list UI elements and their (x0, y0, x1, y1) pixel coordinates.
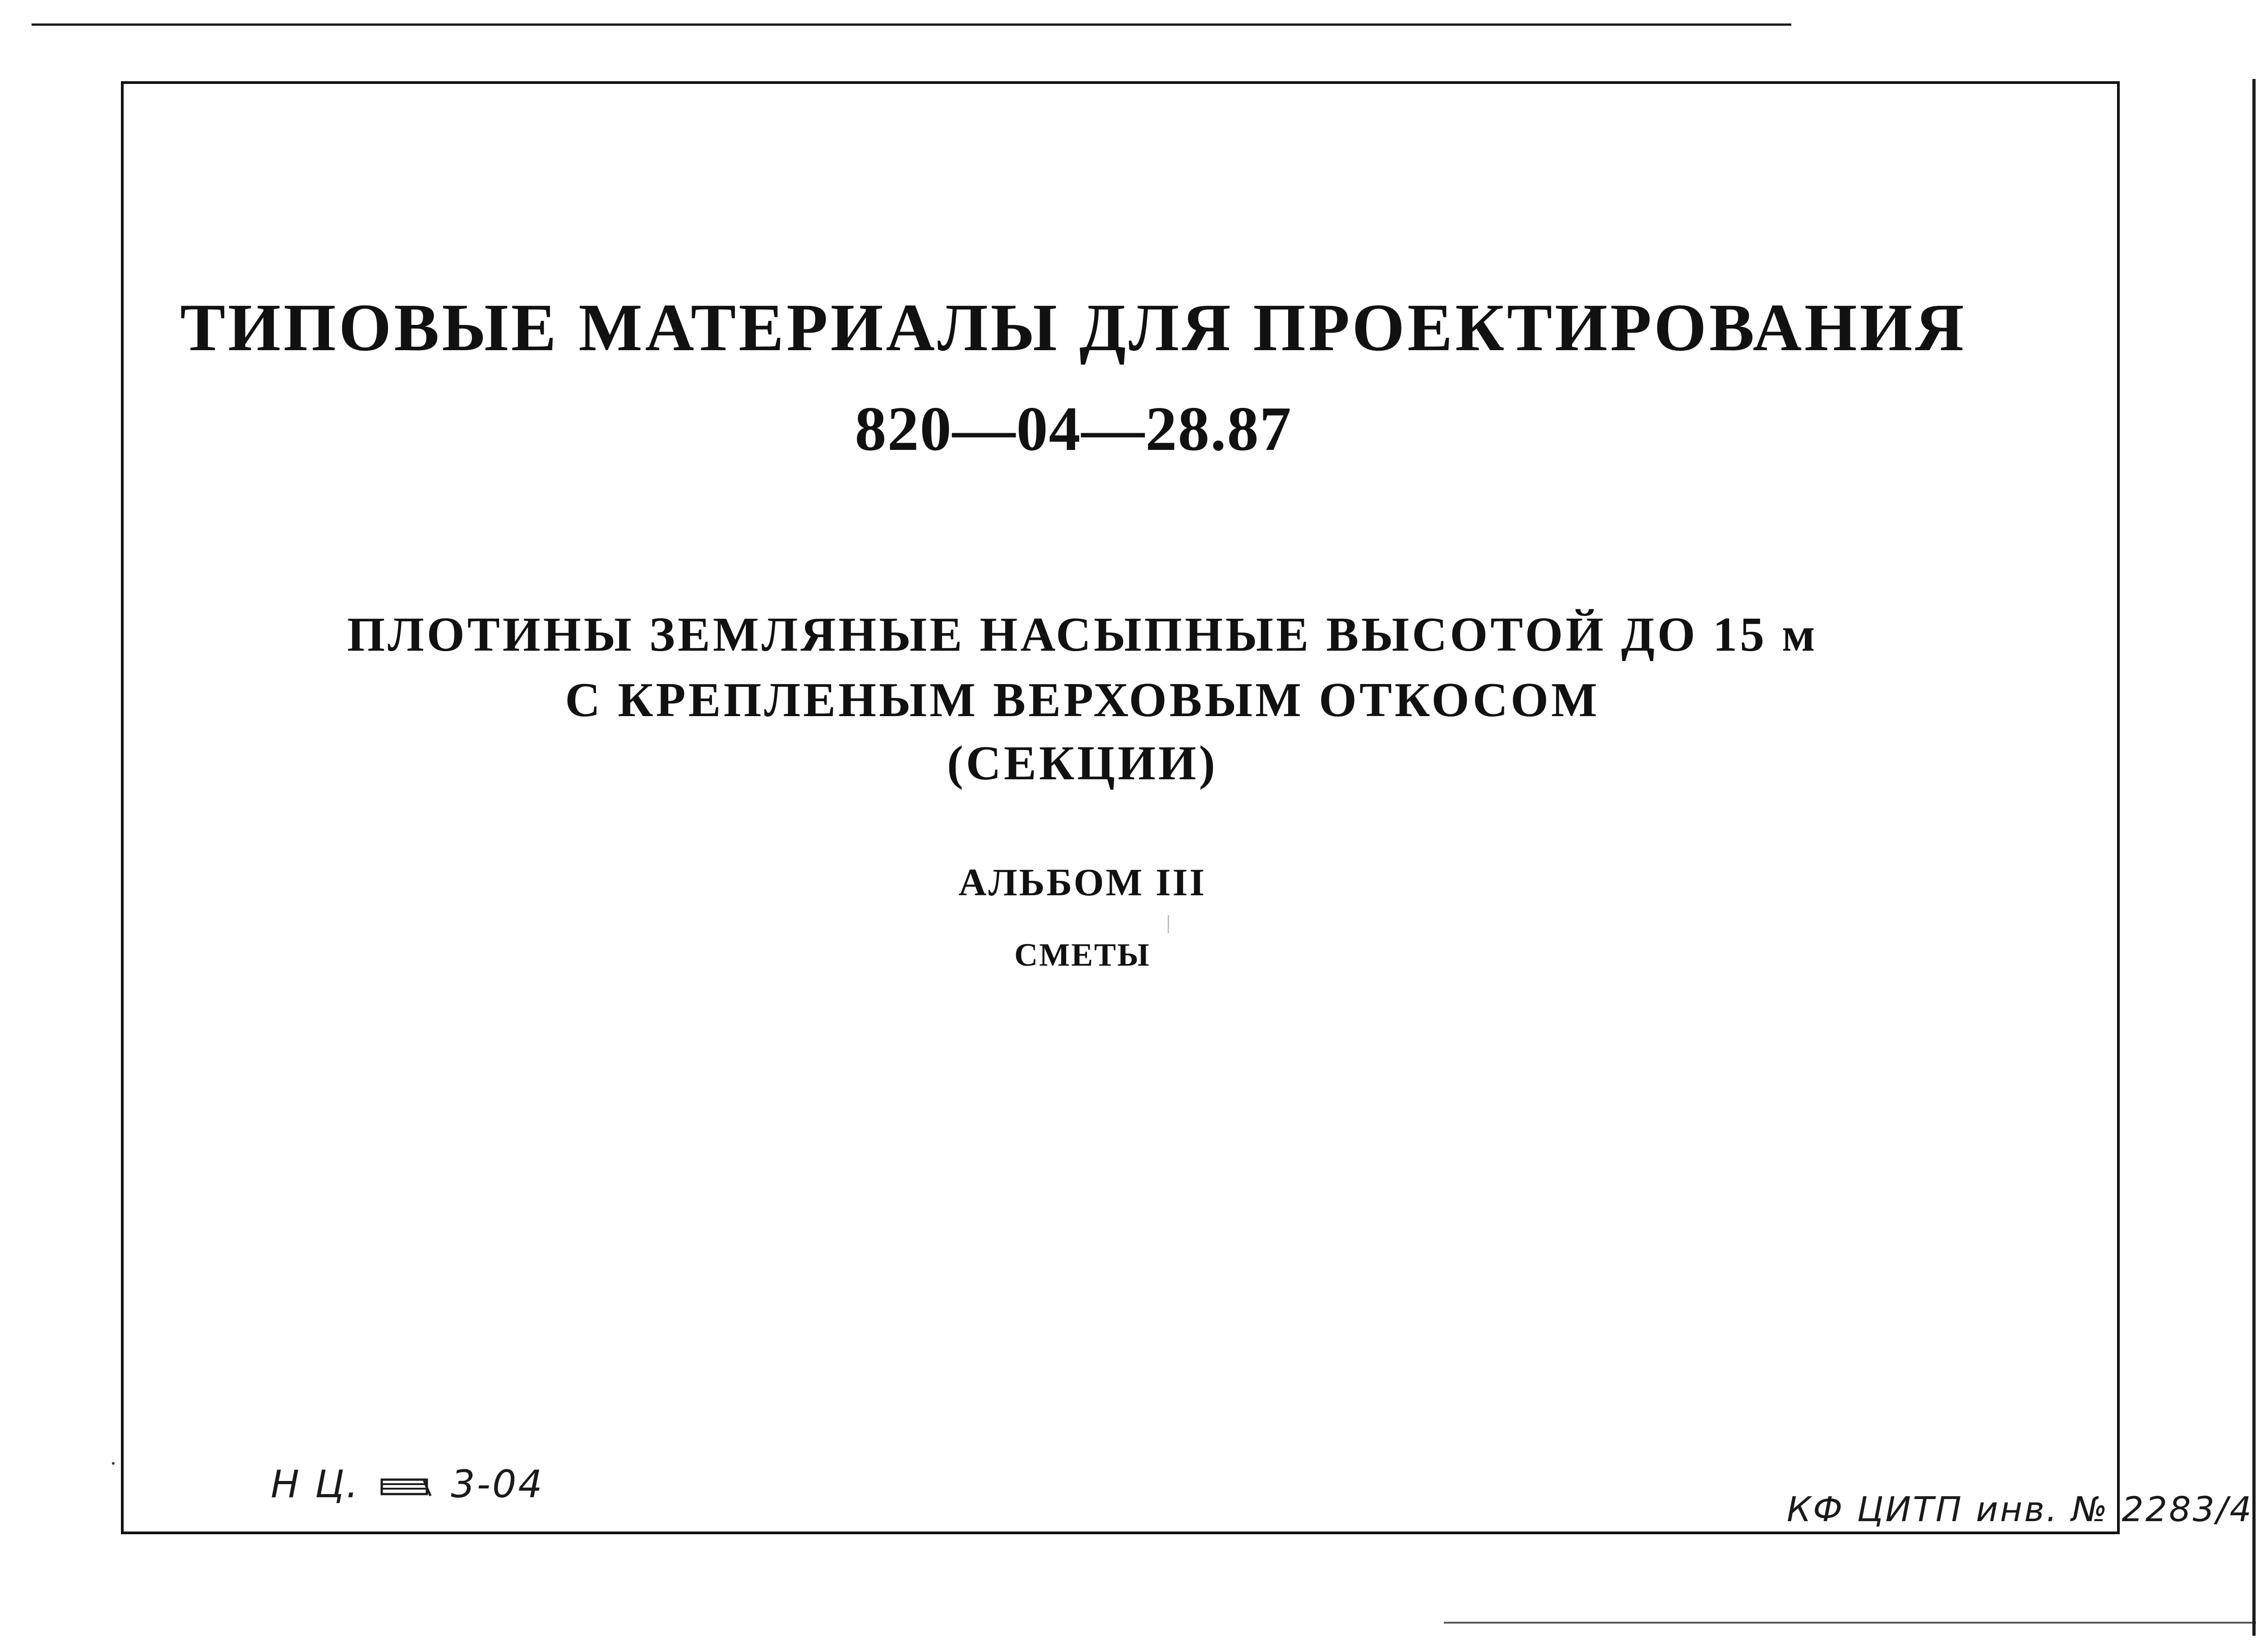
subtitle-line-3: (СЕКЦИИ) (947, 736, 1218, 790)
note-left-prefix: Н Ц. (271, 1462, 360, 1506)
scan-top-line (32, 23, 1791, 26)
scan-bottom-line (1444, 1622, 2256, 1624)
subtitle-line-2: С КРЕПЛЕНЫМ ВЕРХОВЫМ ОТКОСОМ (565, 673, 1600, 727)
frame-right-extension (2252, 79, 2256, 1636)
document-code: 820—04—28.87 (855, 394, 1292, 464)
section-label: СМЕТЫ (1014, 937, 1151, 973)
handwritten-note-left (271, 1462, 544, 1506)
album-label: АЛЬБОМ III (958, 861, 1207, 904)
subtitle-line-1: ПЛОТИНЫ ЗЕМЛЯНЫЕ НАСЫПНЫЕ ВЫСОТОЙ ДО 15 м (347, 608, 1818, 662)
main-title: ТИПОВЫЕ МАТЕРИАЛЫ ДЛЯ ПРОЕКТИРОВАНИЯ (180, 290, 1967, 365)
album-tick-mark (1168, 915, 1169, 933)
note-left-suffix: 3-04 (451, 1462, 544, 1506)
scan-dot (112, 1462, 115, 1465)
scribble-stamp-icon (378, 1475, 432, 1499)
handwritten-note-inventory: КФ ЦИТП инв. № 2283/4 (1787, 1489, 2253, 1529)
